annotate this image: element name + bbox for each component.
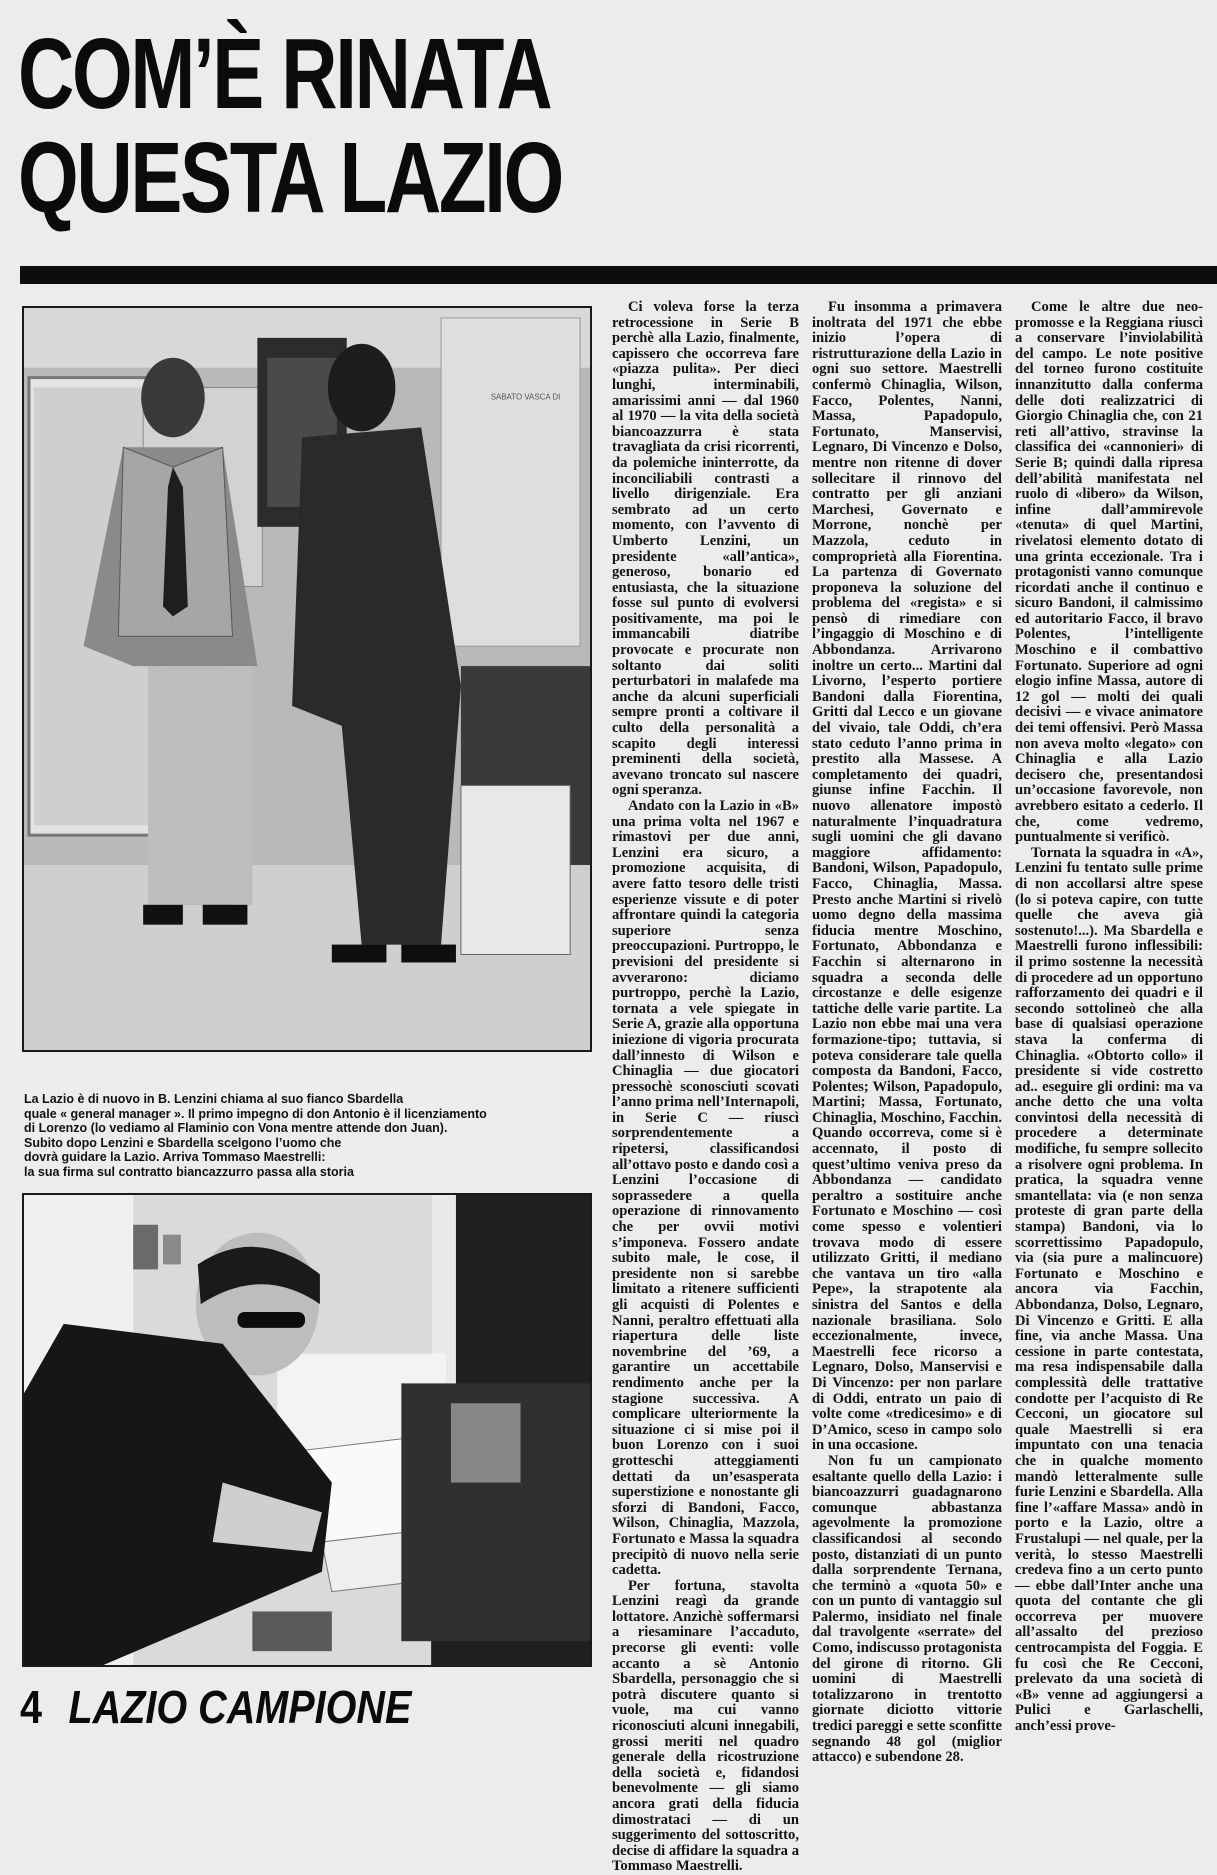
photo-maestrelli-signing <box>22 1193 592 1667</box>
page-footer <box>20 1682 411 1732</box>
section-title: LAZIO CAMPIONE <box>68 1681 412 1733</box>
photo-sign-text: SABATO VASCA DI <box>490 392 561 402</box>
caption-line: quale « general manager ». Il primo impegno di don Antonio è il licenziamento <box>24 1106 487 1121</box>
headline <box>18 18 562 234</box>
caption-line: La Lazio è di nuovo in B. Lenzini chiama al suo fianco Sbardella <box>24 1092 404 1106</box>
headline-line-1: COM’È RINATA <box>18 18 551 130</box>
photo-lenzini-sbardella <box>22 306 592 1052</box>
article-paragraph: Fu insomma a primavera inoltrata del 1971 che ebbe inizio l’opera di ristrutturazione della Lazio in ogni suo settore. Maestrelli confermò Chinaglia, Wilson, Facco, Polentes, Nanni, Massa, Papadopulo, Fortunato, Manservisi, Legnaro, Di Vincenzo e Dolso, mentre non ritenne di dover sollecitare il rinnovo del contratto per gli anziani Marchesi, Governato e Morrone, nonchè per Mazzola, ceduto in comproprietà alla Fiorentina. La partenza di Governato proponeva la soluzione del problema del «regista» e si pensò di rimediare con l’ingaggio di Moschino e di Abbondanza. Arrivarono inoltre un certo... Martini dal Livorno, l’esperto portiere Bandoni dalla Fiorentina, Gritti dal Lecco e un giovane del vivaio, tale Oddi, ch’era stato ceduto l’anno prima in prestito alla Massese. A completamento dei quadri, giunse infine Facchin. Il nuovo allenatore impostò naturalmente l’inquadratura sugli uomini che gli davano maggiore affidamento: Bandoni, Wilson, Papadopulo, Facco, Chinaglia, Massa. Presto anche Martini si rivelò uomo degno della massima fiducia mentre Moschino, Fortunato, Abbondanza e Facchin si alternarono in squadra a seconda delle circostanze e delle esigenze tattiche delle varie partite. La Lazio non ebbe mai una vera formazione-tipo; tuttavia, si poteva considerare tale quella composta da Bandoni, Facco, Polentes; Wilson, Papadopulo, Martini; Massa, Fortunato, Chinaglia, Moschino, Facchin. Quando occorreva, come si è accennato, il posto di quest’ultimo veniva preso da Abbondanza — candidato peraltro a sostituire anche Fortunato e Moschino — così come spesso e volentieri trovava modo di essere utilizzato Gritti, il mediano che vantava un tiro «alla Pepe», la strapotente ala sinistra del Santos e della nazionale brasiliana. Solo eccezionalmente, invece, Maestrelli fece ricorso a Legnaro, Dolso, Manservisi e Di Vincenzo: per non parlare di Oddi, entrato un paio di volte come «tredicesimo» e di D’Amico, sceso in campo solo in una occasione. <box>812 299 1002 1454</box>
caption-line: di Lorenzo (lo vediamo al Flaminio con Vona mentre attende don Juan). <box>24 1121 448 1136</box>
article-paragraph: Tornata la squadra in «A», Lenzini fu tentato sulle prime di non accollarsi altre spese (lo si poteva capire, con tutte quelle che aveva già sostenuto!...). Ma Sbardella e Maestrelli furono inflessibili: il primo sostenne la necessità di procedere ad un opportuno rafforzamento dei quadri e il secondo sottolineò che alla base di qualsiasi operazione stava la conferma di Chinaglia. «Obtorto collo» il presidente si vide costretto ad.. eseguire gli ordini: ma va anche detto che una volta convintosi della necessità di procedere a determinate modifiche, fu sempre sollecito a risolvere ogni problema. In pratica, la squadra venne smantellata: via (e non senza proteste di gran parte della stampa) Bandoni, via lo scorrettissimo Papadopulo, via (sia pure a malincuore) Fortunato e Moschino e ancora via Facchin, Abbondanza, Dolso, Legnaro, Di Vincenzo e Gritti. E alla fine, via anche Massa. Una cessione in parte contestata, ma resa indispensabile dalla complessità delle trattative condotte per l’acquisto di Re Cecconi, un giocatore sul quale Maestrelli si era impuntato con una tenacia che in qualche momento mandò letteralmente sulle furie Lenzini e Sbardella. Alla fine l’«affare Massa» andò in porto e la Lazio, oltre a Frustalupi — nel quale, per la verità, lo stesso Maestrelli credeva fino a un certo punto — ebbe dall’Inter anche una quota del contante che gli occorreva per muovere all’assalto del prezioso centrocampista del Foggia. E fu così che Re Cecconi, prelevato da una società di «B» venne ad aggiungersi a Pulici e Garlaschelli, anch’essi prove- <box>1015 844 1203 1735</box>
headline-rule <box>20 266 1217 284</box>
photo-lenzini-sbardella-image <box>24 308 590 1050</box>
article-column-2 <box>812 299 1002 1766</box>
page-number: 4 <box>20 1681 43 1733</box>
caption-line: dovrà guidare la Lazio. Arriva Tommaso Maestrelli: <box>24 1150 326 1165</box>
article-paragraph: Per fortuna, stavolta Lenzini reagì da grande lottatore. Anzichè soffermarsi a riesaminare l’accaduto, precorse gli eventi: volle accanto a sè Antonio Sbardella, personaggio che si potrà discutere quanto si vuole, ma cui vanno riconosciuti alcuni innegabili, grossi meriti nel quadro generale della ricostruzione della società e, fidandosi benevolmente — gli siamo ancora grati della fiducia dimostrataci — di un suggerimento del sottoscritto, decise di affidare la squadra a Tommaso Maestrelli. <box>612 1577 799 1875</box>
photo-maestrelli-signing-image <box>24 1195 590 1665</box>
photo-caption <box>24 1092 594 1180</box>
headline-line-2: QUESTA LAZIO <box>18 122 562 234</box>
article-paragraph: Andato con la Lazio in «B» una prima volta nel 1967 e rimastovi per due anni, Lenzini era sicuro, a promozione acquisita, di avere fatto tesoro delle tristi esperienze vissute e di poter affrontare quindi la categoria superiore senza preoccupazioni. Purtroppo, le previsioni del presidente si avverarono: diciamo purtroppo, perchè la Lazio, tornata a vele spiegate in Serie A, grazie alla opportuna iniezione di vigoria procurata dall’innesto di Wilson e Chinaglia — due giocatori pressochè sconosciuti scovati l’anno prima nell’Internapoli, in Serie C — riuscì sorprendentemente a ripetersi, classificandosi all’ottavo posto e dando così a Lenzini l’occasione di soprassedere a quella operazione di rinnovamento che per ovvii motivi s’imponeva. Fossero andate subito male, le cose, il presidente non si sarebbe limitato a ritenere sufficienti gli acquisti di Polentes e Nanni, peraltro effettuati alla riapertura delle liste novembrine del ’69, a garantire un accettabile rendimento anche per la stagione successiva. A complicare ulteriormente la situazione ci si mise poi il buon Lorenzo con i suoi grotteschi atteggiamenti dettati da un’esasperata superstizione e nonostante gli sforzi di Bandoni, Facco, Wilson, Chinaglia, Mazzola, Fortunato e Massa la squadra precipitò di nuovo nella serie cadetta. <box>612 798 799 1579</box>
caption-line: Subito dopo Lenzini e Sbardella scelgono l’uomo che <box>24 1135 342 1150</box>
article-paragraph: Non fu un campionato esaltante quello della Lazio: i biancoazzurri guadagnarono comunque abbastanza agevolmente la promozione classificandosi al secondo posto, distanziati di un punto dalla sorprendente Ternana, che terminò a «quota 50» e con un punto di vantaggio sul Palermo, insidiato nel finale dal travolgente «serrate» del Como, indiscusso protagonista del girone di ritorno. Gli uomini di Maestrelli totalizzarono in trentotto giornate diciotto vittorie tredici pareggi e sette sconfitte segnando 48 gol (miglior attacco) e subendone 28. <box>812 1452 1002 1766</box>
article-column-3 <box>1015 299 1203 1735</box>
article-paragraph: Ci voleva forse la terza retrocessione in Serie B perchè alla Lazio, finalmente, capissero che occorreva fare «piazza pulita». Per dieci lunghi, interminabili, amarissimi anni — dal 1960 al 1970 — la vita della società biancoazzurra è stata travagliata da crisi ricorrenti, da polemiche ininterrotte, da inconciliabili contrasti a livello dirigenziale. Era sembrato ad un certo momento, con l’avvento di Umberto Lenzini, un presidente «all’antica», generoso, bonario ed entusiasta, che la situazione fosse sul punto di evolversi positivamente, ma poi le immancabili diatribe provocate e procurate non soltanto dai soliti perturbatori in malafede ma anche da alcuni superficiali sempre pronti a coltivare il culto della personalità a scapito degli interessi preminenti della società, avevano troncato sul nascere ogni speranza. <box>612 299 799 799</box>
caption-line: la sua firma sul contratto biancazzurro passa alla storia <box>24 1164 354 1179</box>
article-column-1 <box>612 299 799 1875</box>
article-paragraph: Come le altre due neo-promosse e la Reggiana riuscì a conservare l’inviolabilità del campo. Le note positive del torneo furono costituite innanzitutto dalla conferma delle doti realizzatrici di Giorgio Chinaglia che, con 21 reti all’attivo, stravinse la classifica dei «cannonieri» di Serie B; quindi dalla ripresa dell’abilità manifestata nel ruolo di «libero» da Wilson, infine dall’ammirevole «tenuta» di quel Martini, rivelatosi elemento dotato di una grinta eccezionale. Tra i protagonisti vanno comunque ricordati anche il continuo e sicuro Bandoni, il calmissimo ed autoritario Facco, il bravo Polentes, l’intelligente Moschino e il combattivo Fortunato. Superiore ad ogni elogio infine Massa, autore di 12 gol — molti dei quali decisivi — e vivace animatore dei temi offensivi. Però Massa non aveva molto «legato» con Chinaglia e alla Lazio decisero che, presentandosi un’occasione favorevole, non avrebbero esitato a cederlo. Il che, come vedremo, puntualmente si verificò. <box>1015 299 1203 846</box>
